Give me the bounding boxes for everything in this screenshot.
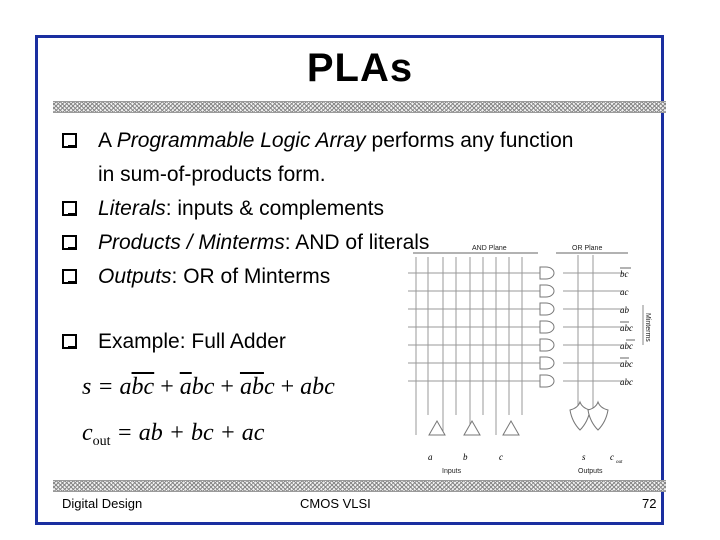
or-plane-label: OR Plane (572, 245, 603, 252)
eq-term-complement: $\overline{a}$ (179, 374, 192, 400)
svg-text:c: c (610, 452, 614, 462)
svg-text:b: b (463, 452, 468, 462)
sum-equation (82, 374, 335, 401)
eq-c-rhs: = ab + bc + ac (110, 420, 265, 446)
bullet-emphasis: Products / Minterms (98, 231, 285, 254)
checkbox-bullet-icon (62, 201, 77, 216)
bullet-emphasis: Literals (98, 197, 166, 220)
eq-plus: + (154, 374, 180, 400)
pla-diagram (388, 235, 660, 475)
bullet-item (62, 124, 662, 192)
eq-plus: + (214, 374, 240, 400)
or-gates (570, 402, 608, 430)
eq-term-complement: $\overline{bc}$ (131, 374, 155, 400)
input-output-labels (428, 452, 614, 462)
footer-subject: CMOS VLSI (300, 496, 371, 511)
minterm-labels (620, 269, 633, 387)
eq-term: abc (300, 374, 335, 400)
eq-term: a (119, 374, 132, 400)
and-gates (540, 267, 554, 387)
title-divider (53, 101, 666, 113)
eq-term-complement: $\overline{ab}$ (239, 374, 264, 400)
svg-text:s: s (582, 452, 586, 462)
outputs-label: Outputs (578, 468, 603, 475)
eq-plus: + (274, 374, 301, 400)
checkbox-bullet-icon (62, 334, 77, 349)
slide-title: PLAs (306, 46, 414, 90)
bullet-item (62, 192, 662, 226)
minterms-label: Minterms (644, 313, 651, 342)
bullet-text: performs any function (365, 129, 574, 152)
checkbox-bullet-icon (62, 269, 77, 284)
example-line (62, 325, 286, 359)
footer-course: Digital Design (62, 496, 143, 511)
eq-c-subscript: out (92, 434, 111, 449)
page-number: 72 (642, 496, 657, 511)
inputs-label: Inputs (442, 468, 462, 475)
bullet-emphasis: Programmable Logic Array (116, 129, 366, 152)
svg-text:ab: ab (620, 305, 629, 315)
bullet-text: : OR of Minterms (171, 265, 331, 288)
svg-text:abc: abc (620, 359, 633, 369)
svg-text:abc: abc (620, 323, 633, 333)
cout-subscript: out (616, 460, 623, 465)
svg-text:ac: ac (620, 287, 629, 297)
and-plane-label: AND Plane (472, 245, 507, 252)
eq-term: c (263, 374, 275, 400)
bullet-text: in sum-of-products form. (98, 163, 326, 186)
carry-equation (82, 420, 264, 450)
and-plane-grid (408, 255, 623, 435)
footer-divider (53, 480, 666, 492)
checkbox-bullet-icon (62, 235, 77, 250)
checkbox-bullet-icon (62, 133, 77, 148)
svg-text:a: a (428, 452, 433, 462)
svg-text:c: c (499, 452, 503, 462)
bullet-emphasis: Outputs (98, 265, 172, 288)
svg-text:bc: bc (620, 269, 629, 279)
eq-s-lhs: s = (82, 374, 120, 400)
example-text: Example: Full Adder (98, 330, 286, 353)
bullet-text: : inputs & complements (165, 197, 384, 220)
svg-text:abc: abc (620, 341, 633, 351)
eq-c-lhs: c (82, 420, 93, 446)
svg-text:abc: abc (620, 377, 633, 387)
eq-term: bc (191, 374, 215, 400)
bullet-text: : AND of literals (284, 231, 430, 254)
bullet-text: A (98, 129, 117, 152)
